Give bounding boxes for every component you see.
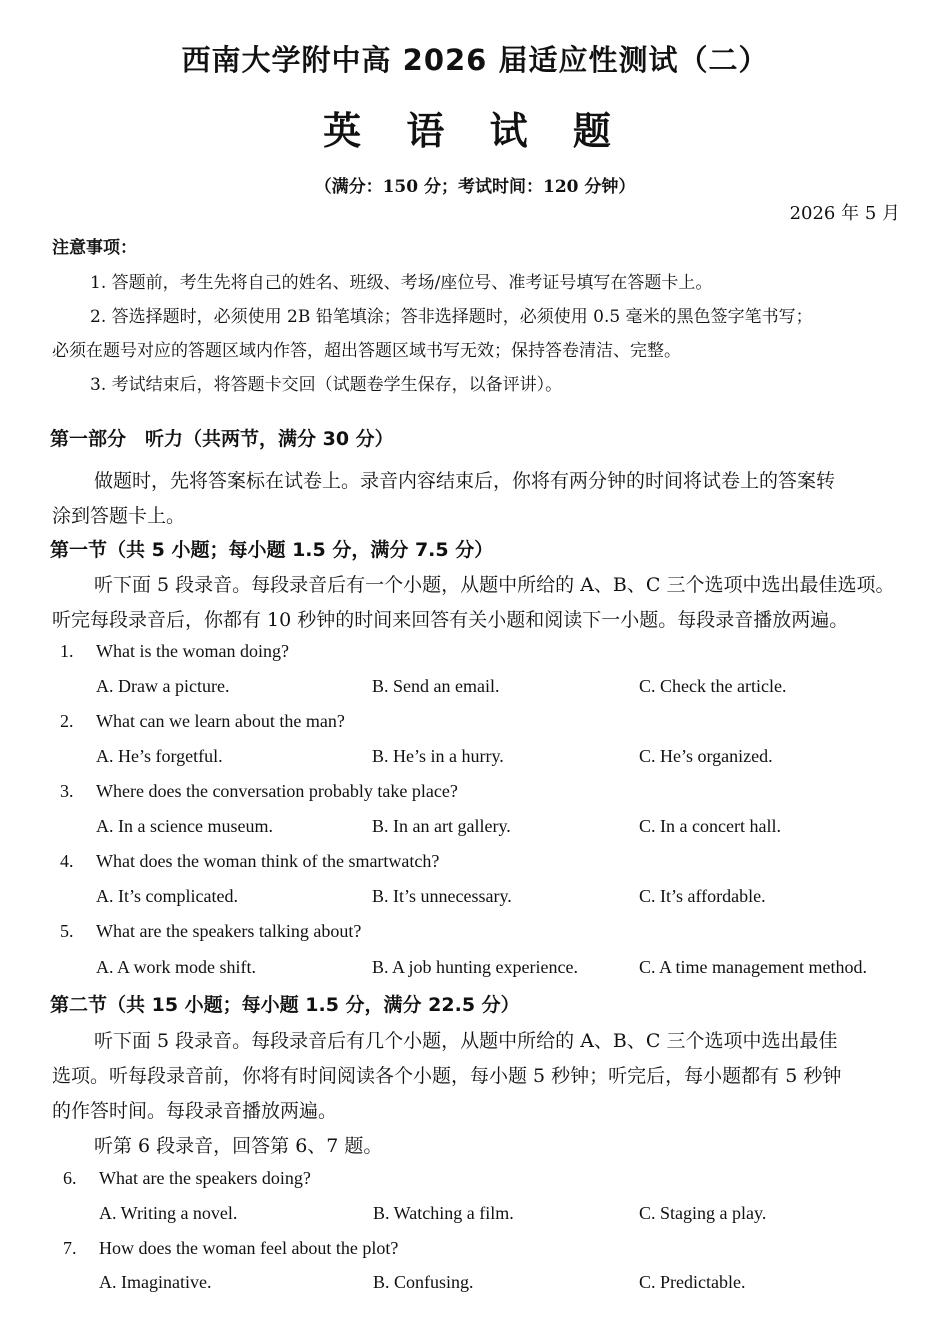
section1-intro-line: 听下面 5 段录音。每段录音后有一个小题，从题中所给的 A、B、C 三个选项中选出最佳选项。 (94, 574, 895, 596)
option-b: B. It’s unnecessary. (372, 886, 512, 906)
option-b: B. A job hunting experience. (372, 957, 578, 977)
option-a: A. Writing a novel. (99, 1203, 238, 1223)
notice-item: 必须在题号对应的答题区域内作答，超出答题区域书写无效；保持答卷清洁、完整。 (52, 341, 681, 361)
question-number: 6. (63, 1168, 77, 1188)
question-text: What are the speakers talking about? (96, 921, 362, 941)
question-text: Where does the conversation probably take place? (96, 781, 458, 801)
question-text: What does the woman think of the smartwatch? (96, 851, 440, 871)
option-b: B. Send an email. (372, 676, 500, 696)
question (60, 921, 361, 942)
question-text: What are the speakers doing? (99, 1168, 311, 1188)
question-text: What is the woman doing? (96, 641, 289, 661)
option-b: B. In an art gallery. (372, 816, 511, 836)
question (63, 1238, 398, 1259)
option-b: B. Watching a film. (373, 1203, 514, 1223)
exam-subtitle: 英 语 试 题 (323, 109, 627, 153)
option-c: C. Staging a play. (639, 1203, 767, 1223)
question-number: 1. (60, 641, 74, 661)
question-number: 2. (60, 711, 74, 731)
part1-heading: 第一部分 听力（共两节，满分 30 分） (50, 428, 394, 450)
option-b: B. Confusing. (373, 1272, 474, 1292)
notice-item: 3. 考试结束后，将答题卡交回（试题卷学生保存，以备评讲）。 (90, 375, 563, 395)
question-number: 5. (60, 921, 74, 941)
question-text: How does the woman feel about the plot? (99, 1238, 399, 1258)
exam-title: 西南大学附中高 2026 届适应性测试（二） (181, 43, 769, 77)
notice-item: 2. 答选择题时，必须使用 2B 铅笔填涂；答非选择题时，必须使用 0.5 毫米的黑色签字笔书写； (90, 307, 813, 327)
question (60, 851, 439, 872)
question (60, 641, 289, 662)
option-a: A. He’s forgetful. (96, 746, 223, 766)
notice-title: 注意事项： (52, 238, 137, 258)
question-number: 7. (63, 1238, 77, 1258)
option-c: C. He’s organized. (639, 746, 773, 766)
question (63, 1168, 311, 1189)
notice-item: 1. 答题前，考生先将自己的姓名、班级、考场/座位号、准考证号填写在答题卡上。 (90, 273, 713, 293)
option-c: C. Check the article. (639, 676, 787, 696)
question-number: 4. (60, 851, 74, 871)
part1-intro-line: 涂到答题卡上。 (52, 505, 186, 527)
section2-intro-line: 选项。听每段录音前，你将有时间阅读各个小题，每小题 5 秒钟；听完后，每小题都有 5 秒钟 (52, 1065, 842, 1087)
option-a: A. A work mode shift. (96, 957, 256, 977)
option-c: C. Predictable. (639, 1272, 746, 1292)
section2-heading: 第二节（共 15 小题；每小题 1.5 分，满分 22.5 分） (50, 994, 520, 1016)
option-c: C. In a concert hall. (639, 816, 781, 836)
question-text: What can we learn about the man? (96, 711, 345, 731)
option-a: A. Draw a picture. (96, 676, 230, 696)
part1-intro-line: 做题时，先将答案标在试卷上。录音内容结束后，你将有两分钟的时间将试卷上的答案转 (94, 470, 836, 492)
passage-note: 听第 6 段录音，回答第 6、7 题。 (94, 1135, 383, 1157)
section1-heading: 第一节（共 5 小题；每小题 1.5 分，满分 7.5 分） (50, 539, 494, 561)
question (60, 711, 345, 732)
option-a: A. It’s complicated. (96, 886, 238, 906)
exam-date: 2026 年 5 月 (789, 203, 900, 224)
section2-intro-line: 听下面 5 段录音。每段录音后有几个小题，从题中所给的 A、B、C 三个选项中选出最佳 (94, 1030, 838, 1052)
option-a: A. Imaginative. (99, 1272, 212, 1292)
option-a: A. In a science museum. (96, 816, 273, 836)
question (60, 781, 458, 802)
question-number: 3. (60, 781, 74, 801)
exam-meta: （满分：150 分；考试时间：120 分钟） (314, 177, 636, 197)
section2-intro-line: 的作答时间。每段录音播放两遍。 (52, 1100, 338, 1122)
section1-intro-line: 听完每段录音后，你都有 10 秒钟的时间来回答有关小题和阅读下一小题。每段录音播放两遍。 (52, 609, 849, 631)
option-c: C. A time management method. (639, 957, 867, 977)
option-b: B. He’s in a hurry. (372, 746, 504, 766)
option-c: C. It’s affordable. (639, 886, 766, 906)
